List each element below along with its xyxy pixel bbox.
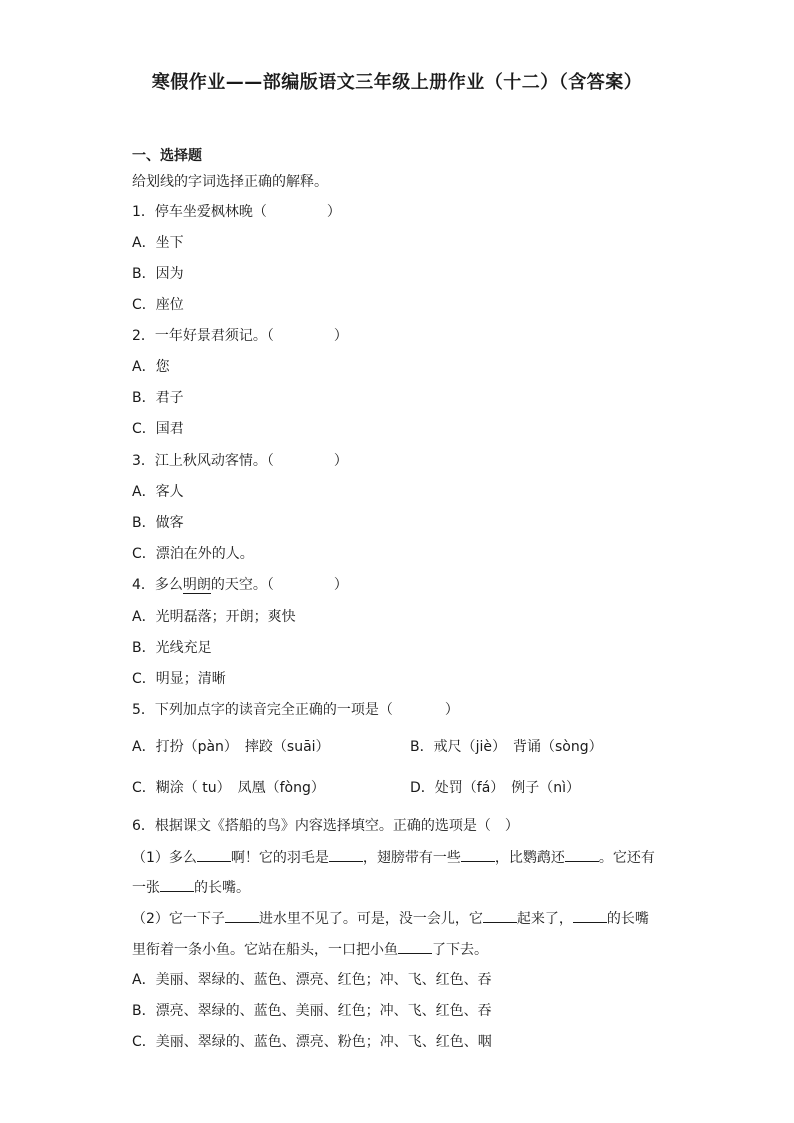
question-2-option-c[interactable]: C．国君 (132, 421, 184, 437)
question-5-option-b[interactable]: B．戒尺（jiè） 背诵（sòng） (410, 739, 603, 755)
fill-blank[interactable] (225, 908, 259, 923)
question-4-stem-post: 的天空。（ (210, 577, 274, 593)
question-2-stem: 2．一年好景君须记。（ (132, 328, 274, 344)
question-5-option-d[interactable]: D．处罚（fá） 例子（nì） (410, 780, 581, 796)
q6-text: （1）多么 (132, 850, 197, 866)
question-1-option-b[interactable]: B．因为 (132, 266, 184, 282)
question-3-option-a[interactable]: A．客人 (132, 484, 184, 500)
q6-text: 进水里不见了。可是，没一会儿，它 (258, 911, 483, 927)
question-4-underlined-word: 明朗 (182, 577, 211, 593)
question-6-option-c[interactable]: C．美丽、翠绿的、蓝色、漂亮、粉色；冲、飞、红色、咽 (132, 1034, 492, 1050)
question-6-paragraph-1-line-2 (132, 877, 250, 898)
q6-text: 一张 (132, 880, 160, 896)
fill-blank[interactable] (329, 847, 363, 862)
q6-text: 里衔着一条小鱼。它站在船头，一口把小鱼 (132, 942, 398, 958)
q6-text: 起来了， (516, 911, 573, 927)
question-6-paragraph-2-line-1 (132, 908, 649, 929)
question-1-close: ） (326, 204, 341, 220)
q6-text: 的长嘴。 (194, 880, 250, 896)
question-1-option-a[interactable]: A．坐下 (132, 235, 184, 251)
question-1-stem: 1．停车坐爱枫林晚（ (132, 204, 267, 220)
question-3 (132, 451, 348, 471)
section-heading: 一、选择题 (132, 148, 202, 164)
question-3-close: ） (333, 453, 348, 469)
section-instruction: 给划线的字词选择正确的解释。 (132, 174, 328, 190)
question-4-option-a[interactable]: A．光明磊落；开朗；爽快 (132, 609, 296, 625)
question-3-stem: 3．江上秋风动客情。（ (132, 453, 274, 469)
q6-text: （2）它一下子 (132, 911, 225, 927)
question-6-option-a[interactable]: A．美丽、翠绿的、蓝色、漂亮、红色；冲、飞、红色、吞 (132, 972, 492, 988)
question-4-close: ） (333, 577, 348, 593)
question-5-close: ） (444, 702, 459, 718)
fill-blank[interactable] (483, 908, 517, 923)
fill-blank[interactable] (565, 847, 599, 862)
question-6-option-b[interactable]: B．漂亮、翠绿的、蓝色、美丽、红色；冲、飞、红色、吞 (132, 1003, 492, 1019)
question-2-option-a[interactable]: A．您 (132, 359, 170, 375)
question-6: 6．根据课文《搭船的鸟》内容选择填空。正确的选项是（ ） (132, 818, 519, 834)
q6-text: 。它还有 (598, 850, 655, 866)
question-2-option-b[interactable]: B．君子 (132, 390, 184, 406)
question-5-option-c[interactable]: C．糊涂（ tu） 凤凰（fòng） (132, 780, 325, 796)
question-4-stem-pre: 4．多么 (132, 577, 183, 593)
question-5-option-a[interactable]: A．打扮（pàn） 摔跤（suāi） (132, 739, 330, 755)
q6-text: 啊！它的羽毛是 (230, 850, 329, 866)
fill-blank[interactable] (160, 877, 194, 892)
question-5-stem: 5．下列加点字的读音完全正确的一项是（ (132, 702, 393, 718)
page-title: 寒假作业——部编版语文三年级上册作业（十二）（含答案） (151, 72, 643, 93)
fill-blank[interactable] (197, 847, 231, 862)
q6-text: 了下去。 (432, 942, 488, 958)
fill-blank[interactable] (398, 939, 432, 954)
question-1-option-c[interactable]: C．座位 (132, 297, 184, 313)
question-5 (132, 700, 459, 720)
question-6-paragraph-1-line-1 (132, 847, 655, 868)
question-3-option-c[interactable]: C．漂泊在外的人。 (132, 546, 254, 562)
q6-text: ，比鹦鹉还 (494, 850, 565, 866)
question-2 (132, 326, 348, 346)
q6-text: ，翅膀带有一些 (362, 850, 461, 866)
question-3-option-b[interactable]: B．做客 (132, 515, 184, 531)
question-1 (132, 202, 341, 222)
question-2-close: ） (333, 328, 348, 344)
question-6-paragraph-2-line-2 (132, 939, 488, 960)
fill-blank[interactable] (461, 847, 495, 862)
q6-text: 的长嘴 (606, 911, 649, 927)
question-4 (132, 575, 348, 595)
fill-blank[interactable] (573, 908, 607, 923)
question-4-option-c[interactable]: C．明显；清晰 (132, 671, 226, 687)
question-4-option-b[interactable]: B．光线充足 (132, 640, 212, 656)
